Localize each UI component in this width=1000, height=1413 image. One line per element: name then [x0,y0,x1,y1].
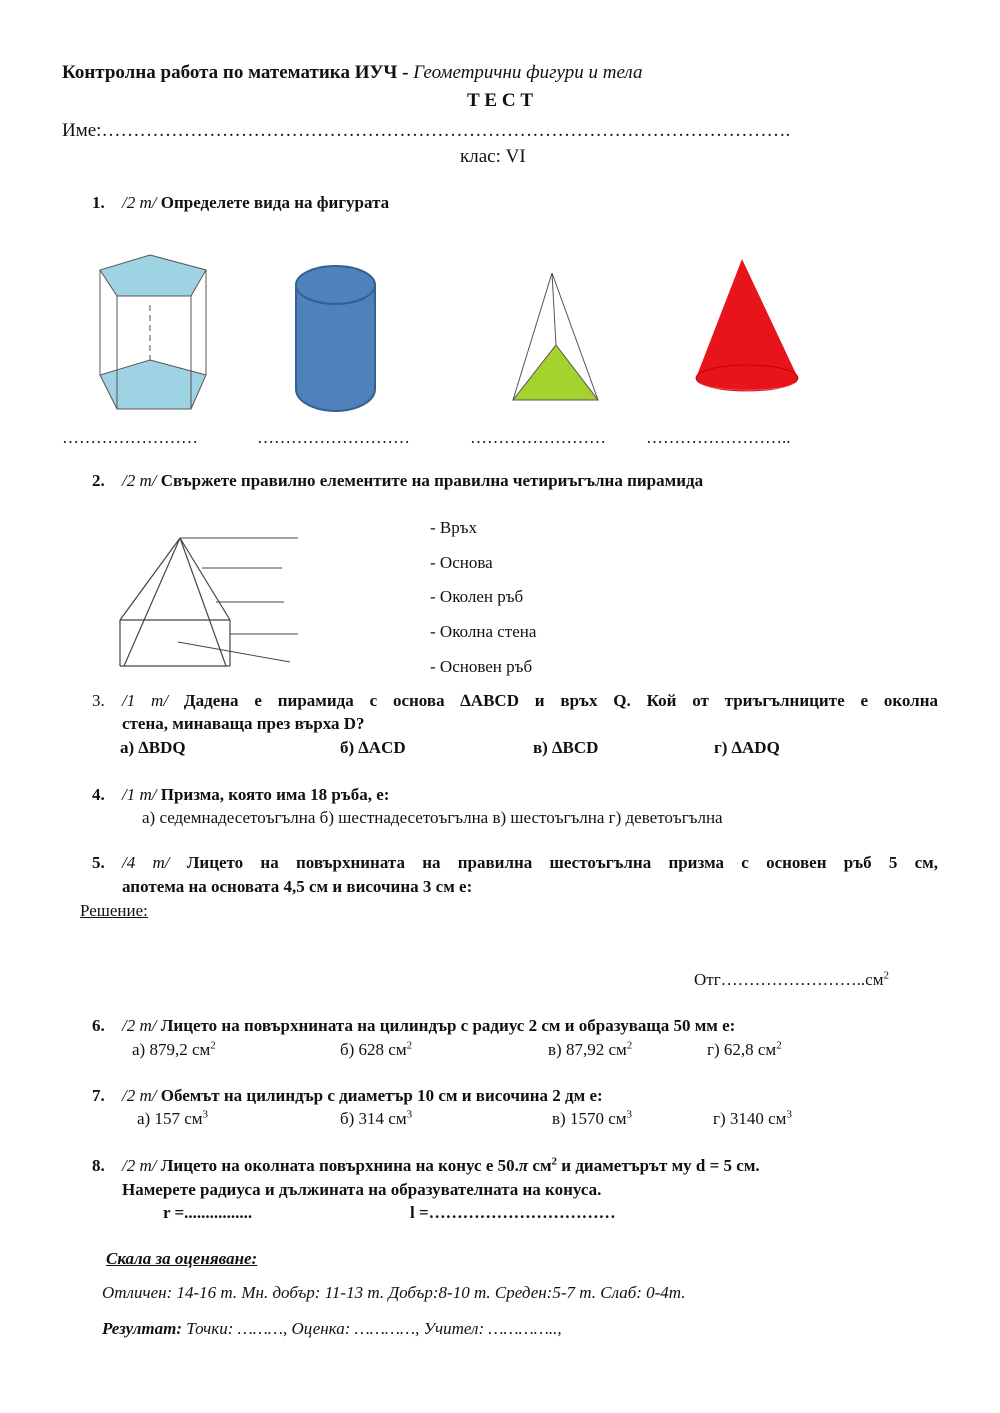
pi-symbol: π [518,1156,529,1175]
question-6 [92,1016,735,1036]
question-points: /1 т/ [122,691,169,710]
answer-blank-3[interactable]: …………………… [470,428,606,447]
pyramid-element-base-edge: - Основен ръб [430,657,533,676]
answer-blank-1[interactable]: …………………… [62,428,198,447]
question-text: Призма, която има 18 ръба, е: [160,785,390,804]
option-text: в) 1570 см [552,1109,627,1128]
radius-blank[interactable]: r =................ [163,1203,253,1222]
question-number: 5. [92,853,105,872]
question-number: 6. [92,1016,105,1035]
question-3-line2: стена, минаваща през върха D? [122,714,365,733]
solution-label: Решение: [80,901,148,920]
grading-scale-title: Скала за оценяване: [106,1249,258,1268]
question-number: 4. [92,785,105,804]
option-sup: 3 [786,1108,792,1121]
test-label: Т Е С Т [467,90,533,111]
pentagonal-prism-figure [95,250,215,415]
option-text: г) 3140 см [713,1109,787,1128]
question-text-b: см [528,1156,552,1175]
answer-text: Отг……………………..см [694,970,884,989]
option-sup: 2 [210,1039,216,1052]
answer-field[interactable] [694,970,889,990]
answer-blank-2[interactable]: ……………………… [257,428,410,447]
option-b[interactable]: б) ∆ACD [340,738,406,757]
cone-figure [694,256,804,396]
option-text: в) 87,92 см [548,1040,627,1059]
title-italic: Геометрични фигури и тела [413,62,643,83]
option-sup: 2 [626,1039,633,1052]
option-sup: 3 [406,1108,413,1121]
pyramid-element-base: - Основа [430,553,493,572]
question-text: Определете вида на фигурата [160,193,390,212]
option-b[interactable] [340,1040,412,1060]
option-text: а) 157 см [137,1109,203,1128]
option-text: г) 62,8 см [707,1040,777,1059]
question-points: /2 т/ [122,1156,157,1175]
question-number: 8. [92,1156,105,1175]
name-line: Име:………………………………………………………………………………………………. [62,120,791,141]
option-a[interactable] [137,1109,208,1129]
result-line [102,1319,562,1339]
grading-scale: Отличен: 14-16 т. Мн. добър: 11-13 т. Добър:8-10 т. Среден:5-7 т. Слаб: 0-4т. [102,1283,686,1302]
length-blank[interactable]: l =…………………………… [410,1203,616,1222]
option-text: а) 879,2 см [132,1040,211,1059]
question-5 [92,853,938,873]
question-points: /4 т/ [122,853,170,872]
option-b[interactable] [340,1109,412,1129]
cylinder-figure [293,263,378,415]
question-text-line1: Лицето на повърхнината на правилна шестоъгълна призма с основен ръб 5 см, [186,853,938,872]
square-pyramid-figure [110,530,310,670]
question-text: Лицето на повърхнината на цилиндър с радиус 2 см и образуваща 50 мм е: [160,1016,736,1035]
option-text: б) 314 см [340,1109,407,1128]
option-text: б) 628 см [340,1040,407,1059]
question-2 [92,471,703,491]
question-text-line1: Дадена е пирамида с основа ∆ABCD и връх Q. Кой от триъгълниците е околна [183,691,939,710]
option-d[interactable]: г) ∆ADQ [714,738,780,757]
option-d[interactable] [707,1040,782,1060]
class-line: клас: VI [460,146,526,167]
page-title [62,62,642,84]
option-d[interactable] [713,1109,792,1129]
question-points: /2 т/ [122,471,157,490]
question-points: /1 т/ [122,785,157,804]
option-sup: 3 [626,1108,632,1121]
option-sup: 2 [776,1039,782,1052]
question-points: /2 т/ [122,193,157,212]
question-5-line2: апотема на основата 4,5 см и височина 3 см е: [122,877,473,896]
question-3 [92,691,938,711]
question-8 [92,1156,760,1176]
question-text: Обемът на цилиндър с диаметър 10 см и височина 2 дм е: [160,1086,603,1105]
option-sup: 3 [202,1108,209,1121]
question-text: Свържете правилно елементите на правилна четириъгълна пирамида [160,471,704,490]
question-4-options[interactable]: а) седемнадесетоъгълна б) шестнадесетоъгълна в) шестоъгълна г) деветоъгълна [142,808,723,827]
result-label: Резултат: [102,1319,183,1338]
answer-sup: 2 [883,969,889,982]
triangular-pyramid-figure [505,268,605,403]
question-8-line2: Намерете радиуса и дължината на образувателната на конуса. [122,1180,602,1199]
pyramid-element-lateral-face: - Околна стена [430,622,537,641]
answer-blank-4[interactable]: …………………….. [646,428,791,447]
question-text-c: и диаметърът му d = 5 см. [557,1156,760,1175]
option-a[interactable]: а) ∆BDQ [120,738,186,757]
question-1 [92,193,389,213]
pyramid-element-apex: - Връх [430,518,478,537]
title-bold: Контролна работа по математика ИУЧ - [62,62,414,83]
option-c[interactable] [548,1040,632,1060]
question-7 [92,1086,603,1106]
question-4 [92,785,389,805]
question-text-sup: 2 [551,1155,558,1168]
question-points: /2 т/ [122,1016,157,1035]
result-fields: Точки: ………, Оценка: …………, Учител: ………….., [182,1319,562,1338]
option-c[interactable] [552,1109,632,1129]
question-points: /2 т/ [122,1086,157,1105]
question-number: 1. [92,193,105,212]
pyramid-element-lateral-edge: - Околен ръб [430,587,524,606]
option-sup: 2 [406,1039,413,1052]
option-c[interactable]: в) ∆BCD [533,738,599,757]
option-a[interactable] [132,1040,216,1060]
question-number: 2. [92,471,105,490]
question-number: 7. [92,1086,105,1105]
question-number: 3. [92,691,105,710]
question-text-a: Лицето на околната повърхнина на конус е 50. [160,1156,519,1175]
